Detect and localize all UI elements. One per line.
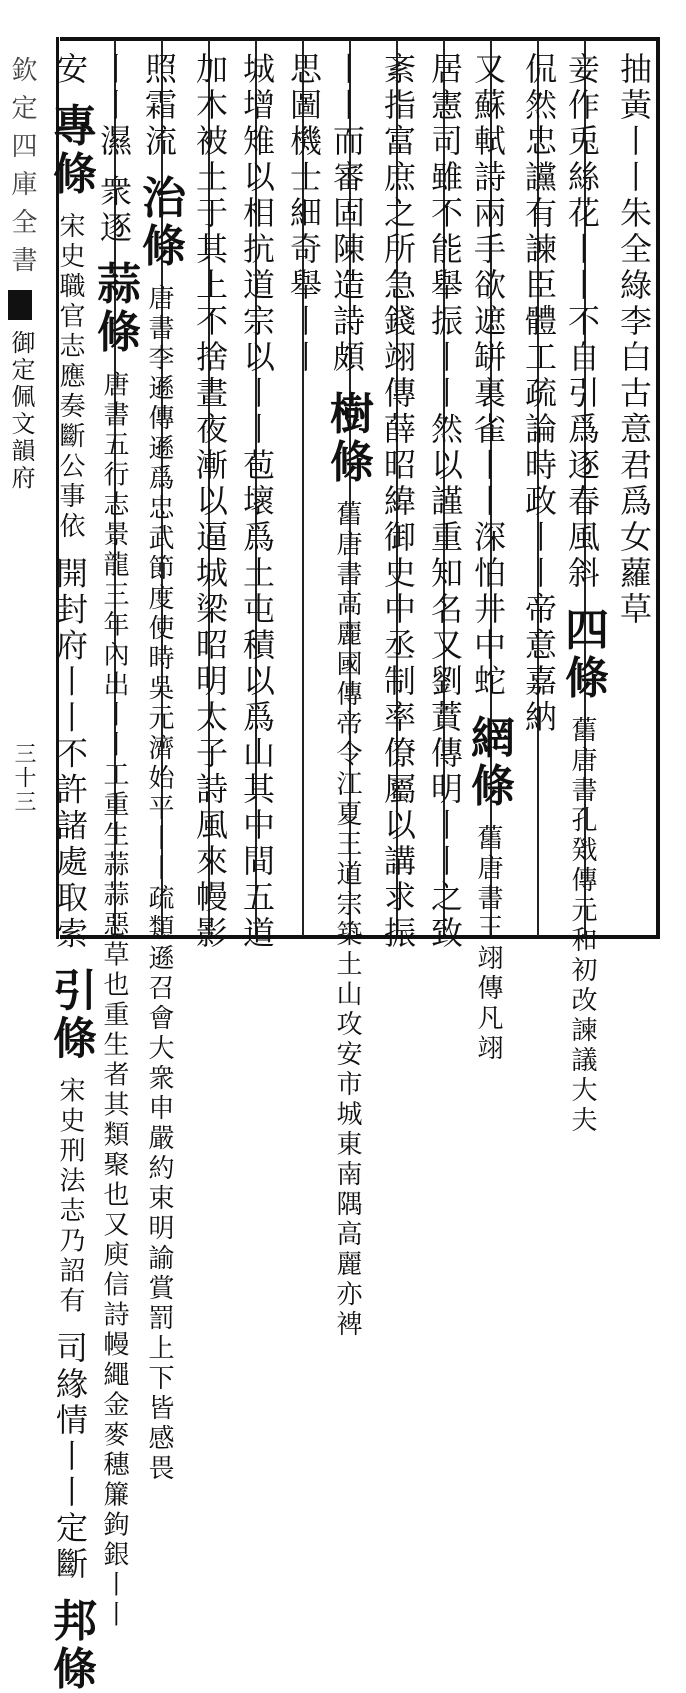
heading-zhi: 治條 — [134, 174, 185, 271]
column-text: 又蘇軾詩兩手欲遮缾裏雀丨丨深怕井中蛇 — [469, 52, 507, 700]
heading-yin: 引條 — [45, 966, 96, 1063]
frame-right-border — [656, 37, 660, 939]
column-text: 城增雉以相抗道宗以丨丨苞壞爲土屯積以爲山其中間五道 — [238, 52, 276, 952]
text-column-9 — [229, 52, 276, 952]
column-text: 妾作兎絲花丨丨不自引爲逐春風斜 — [563, 52, 601, 592]
column-text: 開封府丨丨不許諸處取索 — [51, 556, 89, 953]
column-text: 抽黃丨丨朱全綠李白古意君爲女蘿草 — [615, 52, 653, 628]
heading-xiao-note: 唐書五行志景龍三年內出丨丨工重生蒜蒜惡草也重生者其類聚也又庾信詩幔繩金麥穗簾鉤銀丨丨 — [99, 370, 129, 1631]
heading-bang: 邦條 — [45, 1597, 96, 1693]
heading-xiao: 蒜條 — [89, 260, 140, 357]
column-text: 思圖機士細奇舉丨丨 — [285, 52, 323, 376]
heading-si: 四條 — [557, 606, 608, 703]
column-text: 加木被土于其上不捨晝夜漸以逼城梁昭明太子詩風來幔影 — [191, 52, 229, 952]
heading-zhuan-note: 宋史職官志應奏斷公事依 — [55, 212, 85, 543]
heading-shu-note: 舊唐書高麗國傳帝令江夏王道宗築土山攻安市城東南隅高麗亦裨 — [332, 500, 362, 1341]
gutter-series-title: 欽定四庫全書 — [7, 56, 37, 284]
frame-top-border — [60, 37, 658, 41]
text-column-7 — [322, 52, 373, 1341]
column-text: 安 — [51, 52, 89, 88]
text-column-1 — [606, 52, 652, 928]
text-column-12 — [89, 52, 140, 1631]
text-column-13 — [45, 52, 96, 1693]
column-text: 紊指富庶之所急錢翊傳薛昭緯御史中丞制率僚屬以講求振 — [379, 52, 417, 952]
gutter-page-number: 三十三 — [11, 742, 36, 814]
heading-shu: 樹條 — [322, 390, 373, 487]
column-text: 丨丨濕 — [95, 52, 133, 160]
column-text: 照霜流 — [140, 52, 178, 160]
column-text: 丨丨而審固陳造詩頗 — [328, 52, 366, 376]
heading-wang: 網條 — [463, 714, 514, 811]
heading-zhi-note: 唐書李遜傳遜爲忠武節度使時吳元濟始平丨丨疏類遜召會大衆申嚴約束明諭賞罰上下皆感畏 — [144, 284, 174, 1485]
gutter-book-title: 御定佩文韻府 — [7, 330, 35, 492]
heading-si-note: 舊唐書孔戣傳元和初改諫議大夫 — [567, 716, 597, 1137]
text-column-11 — [134, 52, 185, 1485]
text-column-6 — [370, 52, 417, 952]
column-text: 衆逐 — [95, 174, 133, 247]
gutter-black-block — [8, 290, 32, 320]
heading-wang-note: 舊唐書王翊傳凡翊 — [473, 824, 503, 1065]
heading-yin-note: 宋史刑法志乃詔有 — [55, 1076, 85, 1317]
column-text: 司緣情丨丨定斷 — [51, 1331, 89, 1584]
text-column-2 — [557, 52, 608, 1137]
text-column-4 — [463, 52, 514, 1065]
text-column-10 — [182, 52, 229, 952]
column-text: 侃然忠讜有諫臣體工疏論時政丨丨帝意嘉納 — [520, 52, 558, 736]
column-text: 居憲司雖不能舉振丨丨然以謹重知名又劉蕡傳明丨丨之致 — [426, 52, 464, 952]
heading-zhuan: 專條 — [45, 102, 96, 199]
text-column-8 — [276, 52, 322, 928]
text-column-3 — [511, 52, 557, 928]
text-column-5 — [417, 52, 464, 952]
